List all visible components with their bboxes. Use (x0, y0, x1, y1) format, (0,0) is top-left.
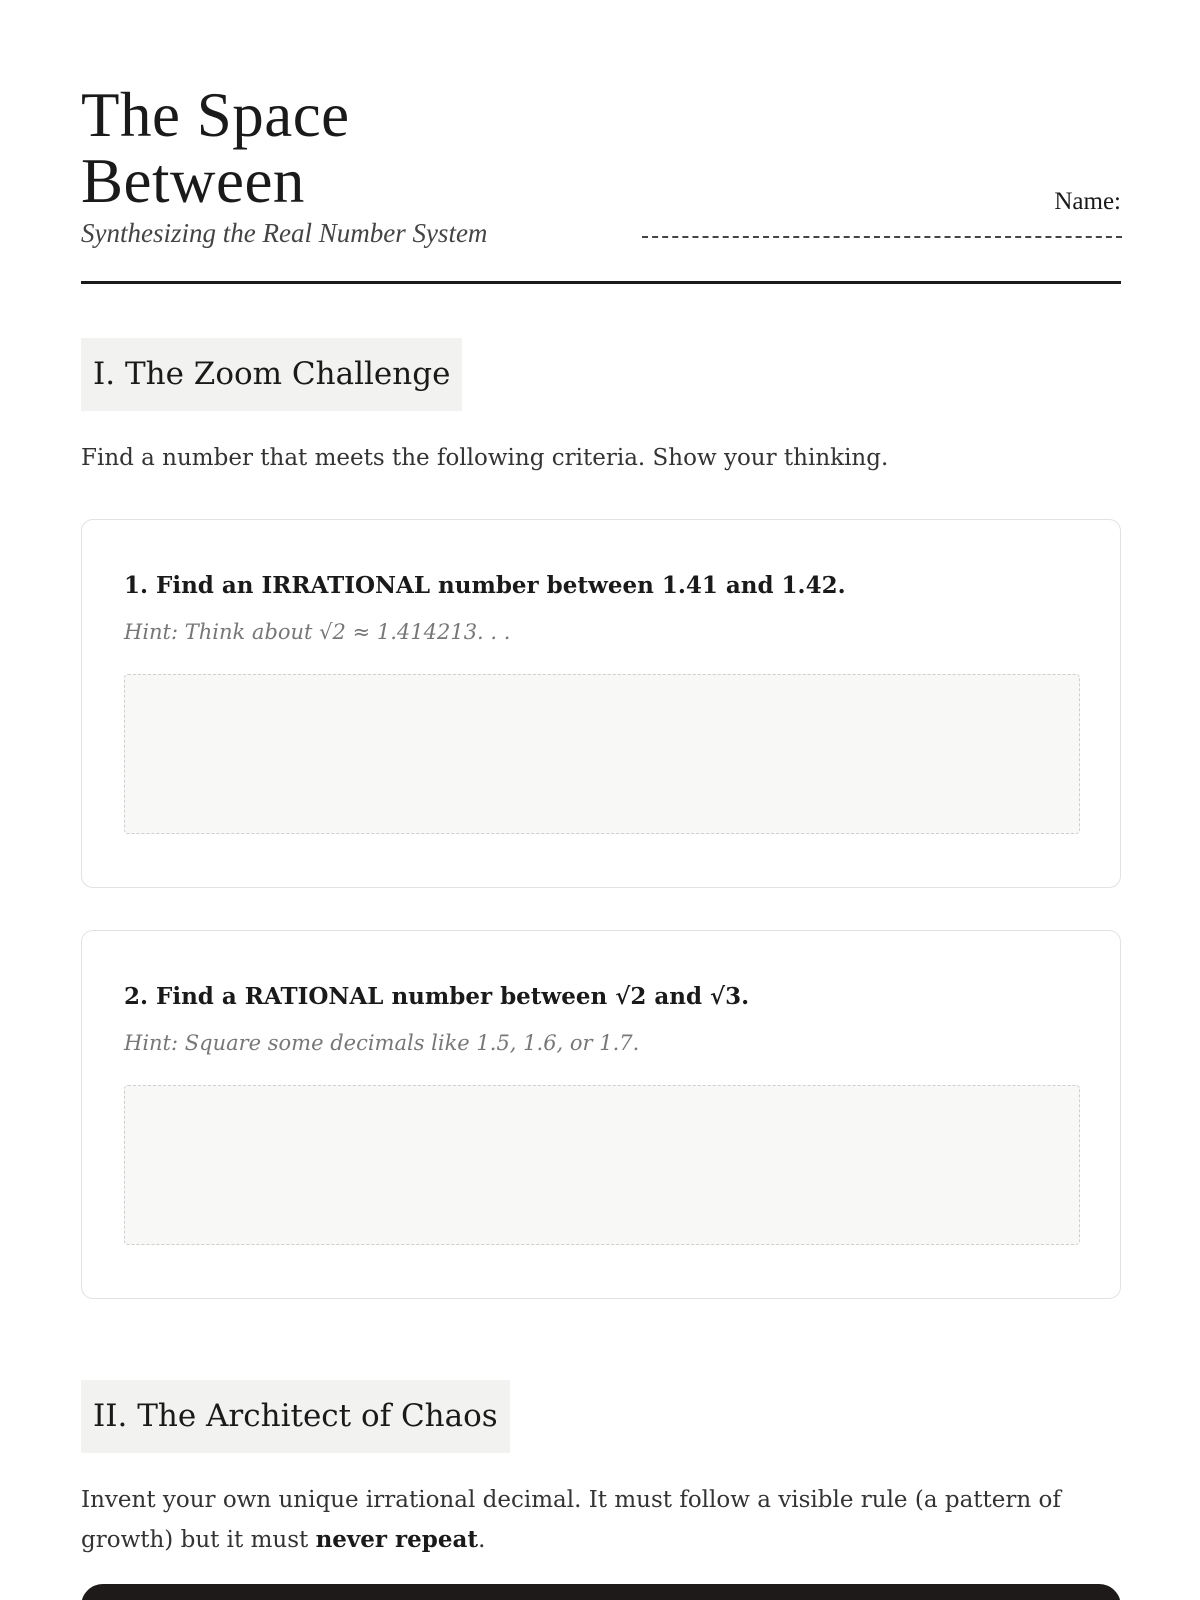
name-label: Name: (1054, 188, 1121, 215)
worksheet-title: The Space Between (81, 80, 350, 216)
question-hint: Hint: Think about √2 ≈ 1.414213. . . (124, 620, 511, 644)
question-prompt: 2. Find a RATIONAL number between √2 and √3. (124, 983, 750, 1010)
question-card-2 (81, 930, 1121, 1299)
answer-box[interactable] (124, 674, 1080, 834)
intro-text-end: . (478, 1527, 486, 1553)
question-card-1 (81, 519, 1121, 888)
intro-text: Invent your own unique irrational decimal. It must follow a visible rule (a pattern of growth) but it must (81, 1487, 1061, 1553)
section-heading-architect-of-chaos: II. The Architect of Chaos (81, 1380, 510, 1453)
dark-panel (81, 1584, 1121, 1600)
question-prompt: 1. Find an IRRATIONAL number between 1.41 and 1.42. (124, 572, 846, 599)
section-heading-zoom-challenge: I. The Zoom Challenge (81, 338, 462, 411)
name-input-line[interactable] (642, 234, 1122, 238)
intro-emphasis: never repeat (315, 1526, 479, 1553)
section-intro-architect-of-chaos (81, 1480, 1121, 1560)
worksheet-header (81, 82, 1121, 284)
question-hint: Hint: Square some decimals like 1.5, 1.6, or 1.7. (124, 1031, 640, 1055)
answer-box[interactable] (124, 1085, 1080, 1245)
section-intro-zoom-challenge: Find a number that meets the following criteria. Show your thinking. (81, 445, 889, 471)
worksheet-subtitle: Synthesizing the Real Number System (81, 218, 488, 248)
